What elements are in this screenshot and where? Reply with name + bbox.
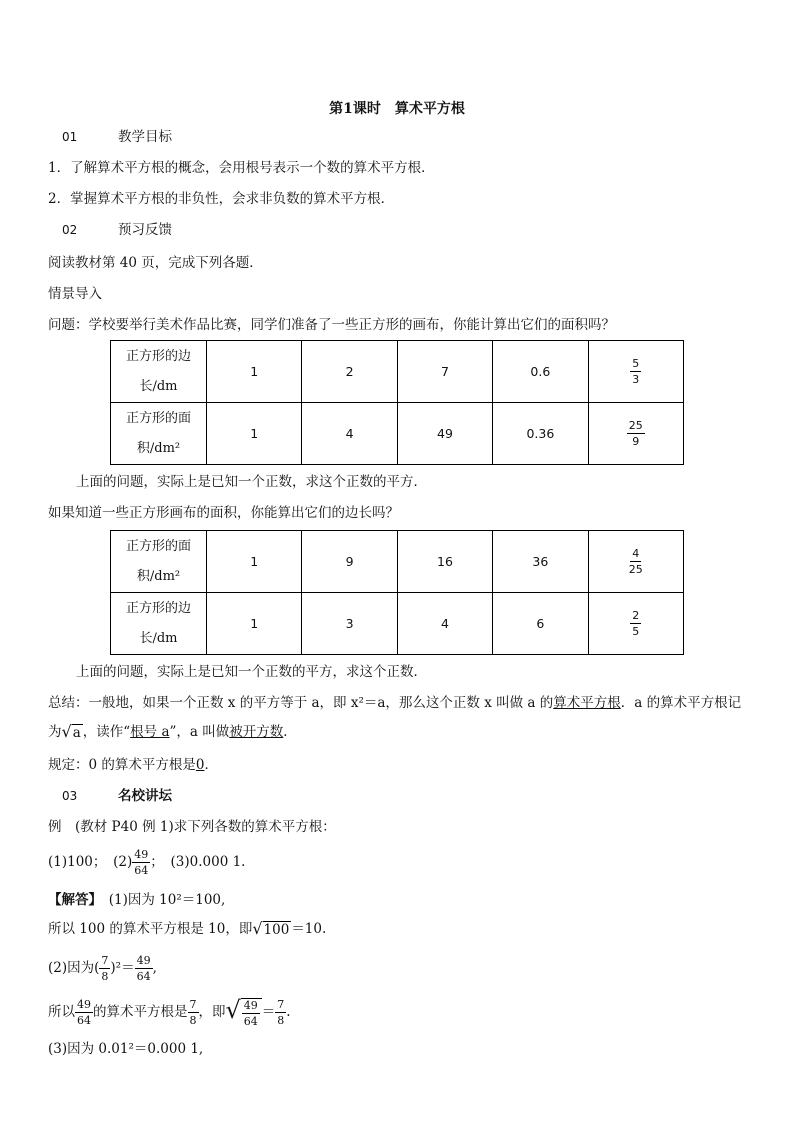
table-cell: 2 (302, 341, 397, 403)
solution-2b: 所以 $\frac{49}{64}$ 的算术平方根是 $\frac{7}{8}$ ，即 √ $\frac{49}{64}$ ＝ $\frac{7}{8}$ . (48, 996, 291, 1028)
section-lecture (48, 787, 172, 805)
note-2: 上面的问题，实际上是已知一个正数的平方，求这个正数． (76, 664, 427, 680)
solution-2a: (2)因为( $\frac{7}{8}$ )²＝ $\frac{49}{64}$ , (48, 954, 157, 983)
rule-line: 规定：0 的算术平方根是0． (48, 757, 218, 773)
question-1: 问题：学校要举行美术作品比赛，同学们准备了一些正方形的画布，你能计算出它们的面积吗？ (48, 317, 615, 333)
section-objectives (48, 128, 172, 146)
term-root-a: 根号 a (130, 724, 170, 740)
table-area-to-side (110, 530, 684, 655)
table-cell: 1 (207, 403, 302, 465)
section-number: 03 (62, 789, 78, 803)
table-row (111, 403, 684, 465)
section-label: 教学目标 (118, 129, 172, 145)
table-row (111, 531, 684, 593)
table-cell: 36 (493, 531, 588, 593)
table-cell: 16 (397, 531, 492, 593)
sqrt-a: √ a (61, 722, 81, 742)
row-header: 正方形的面 积/dm² (111, 403, 207, 465)
section-number: 01 (62, 130, 78, 144)
example-items: (1)100； (2) $\frac{49}{64}$ ； (3)0.000 1. (48, 848, 246, 877)
solution-3: (3)因为 0.01²＝0.000 1, (48, 1041, 204, 1057)
solution-tag: 【解答】 (48, 892, 96, 908)
table-cell: 0.36 (493, 403, 588, 465)
reading-task: 阅读教材第 40 页，完成下列各题． (48, 255, 263, 271)
note-1: 上面的问题，实际上是已知一个正数，求这个正数的平方． (76, 474, 427, 490)
table-cell-fraction: $\frac{2}{5}$ (588, 593, 683, 655)
summary-line-1: 总结：一般地，如果一个正数 x 的平方等于 a，即 x²＝a，那么这个正数 x 叫做 a 的算术平方根．a 的算术平方根记 (48, 695, 742, 711)
row-header: 正方形的面 积/dm² (111, 531, 207, 593)
table-cell: 1 (207, 341, 302, 403)
table-cell: 3 (302, 593, 397, 655)
section-number: 02 (62, 223, 78, 237)
summary-line-2: 为 √ a ，读作“根号 a”，a 叫做被开方数． (48, 722, 297, 742)
section-label: 预习反馈 (118, 222, 172, 238)
table-cell: 4 (397, 593, 492, 655)
goal-2: 2．掌握算术平方根的非负性，会求非负数的算术平方根． (48, 191, 395, 207)
table-cell: 1 (207, 593, 302, 655)
table-row (111, 341, 684, 403)
section-label: 名校讲坛 (118, 788, 172, 804)
page-title: 第1课时 算术平方根 (329, 101, 465, 117)
example-prompt: 例 (教材 P40 例 1)求下列各数的算术平方根： (48, 819, 336, 835)
table-cell: 49 (397, 403, 492, 465)
rule-zero: 0 (195, 757, 205, 773)
table-cell: 0.6 (493, 341, 588, 403)
table-cell-fraction: $\frac{5}{3}$ (588, 341, 683, 403)
term-arithmetic-square-root: 算术平方根 (553, 695, 621, 711)
solution-1b: 所以 100 的算术平方根是 10，即 √ 100 ＝10. (48, 919, 327, 939)
table-cell: 9 (302, 531, 397, 593)
term-radicand: 被开方数 (229, 724, 284, 740)
sqrt-fraction: √ $\frac{49}{64}$ (226, 998, 262, 1027)
question-2: 如果知道一些正方形画布的面积，你能算出它们的边长吗？ (48, 505, 399, 521)
row-header: 正方形的边 长/dm (111, 593, 207, 655)
row-header: 正方形的边 长/dm (111, 341, 207, 403)
table-cell: 7 (397, 341, 492, 403)
scene-heading: 情景导入 (48, 286, 102, 302)
sqrt-100: √ 100 (252, 919, 290, 939)
table-row (111, 593, 684, 655)
section-preview (48, 221, 172, 239)
table-cell-fraction: $\frac{4}{25}$ (588, 531, 683, 593)
table-cell-fraction: $\frac{25}{9}$ (588, 403, 683, 465)
goal-1: 1．了解算术平方根的概念，会用根号表示一个数的算术平方根． (48, 160, 435, 176)
table-cell: 1 (207, 531, 302, 593)
solution-1a: 【解答】 (1)因为 10²＝100, (48, 892, 226, 908)
table-side-to-area (110, 340, 684, 465)
table-cell: 4 (302, 403, 397, 465)
table-cell: 6 (493, 593, 588, 655)
